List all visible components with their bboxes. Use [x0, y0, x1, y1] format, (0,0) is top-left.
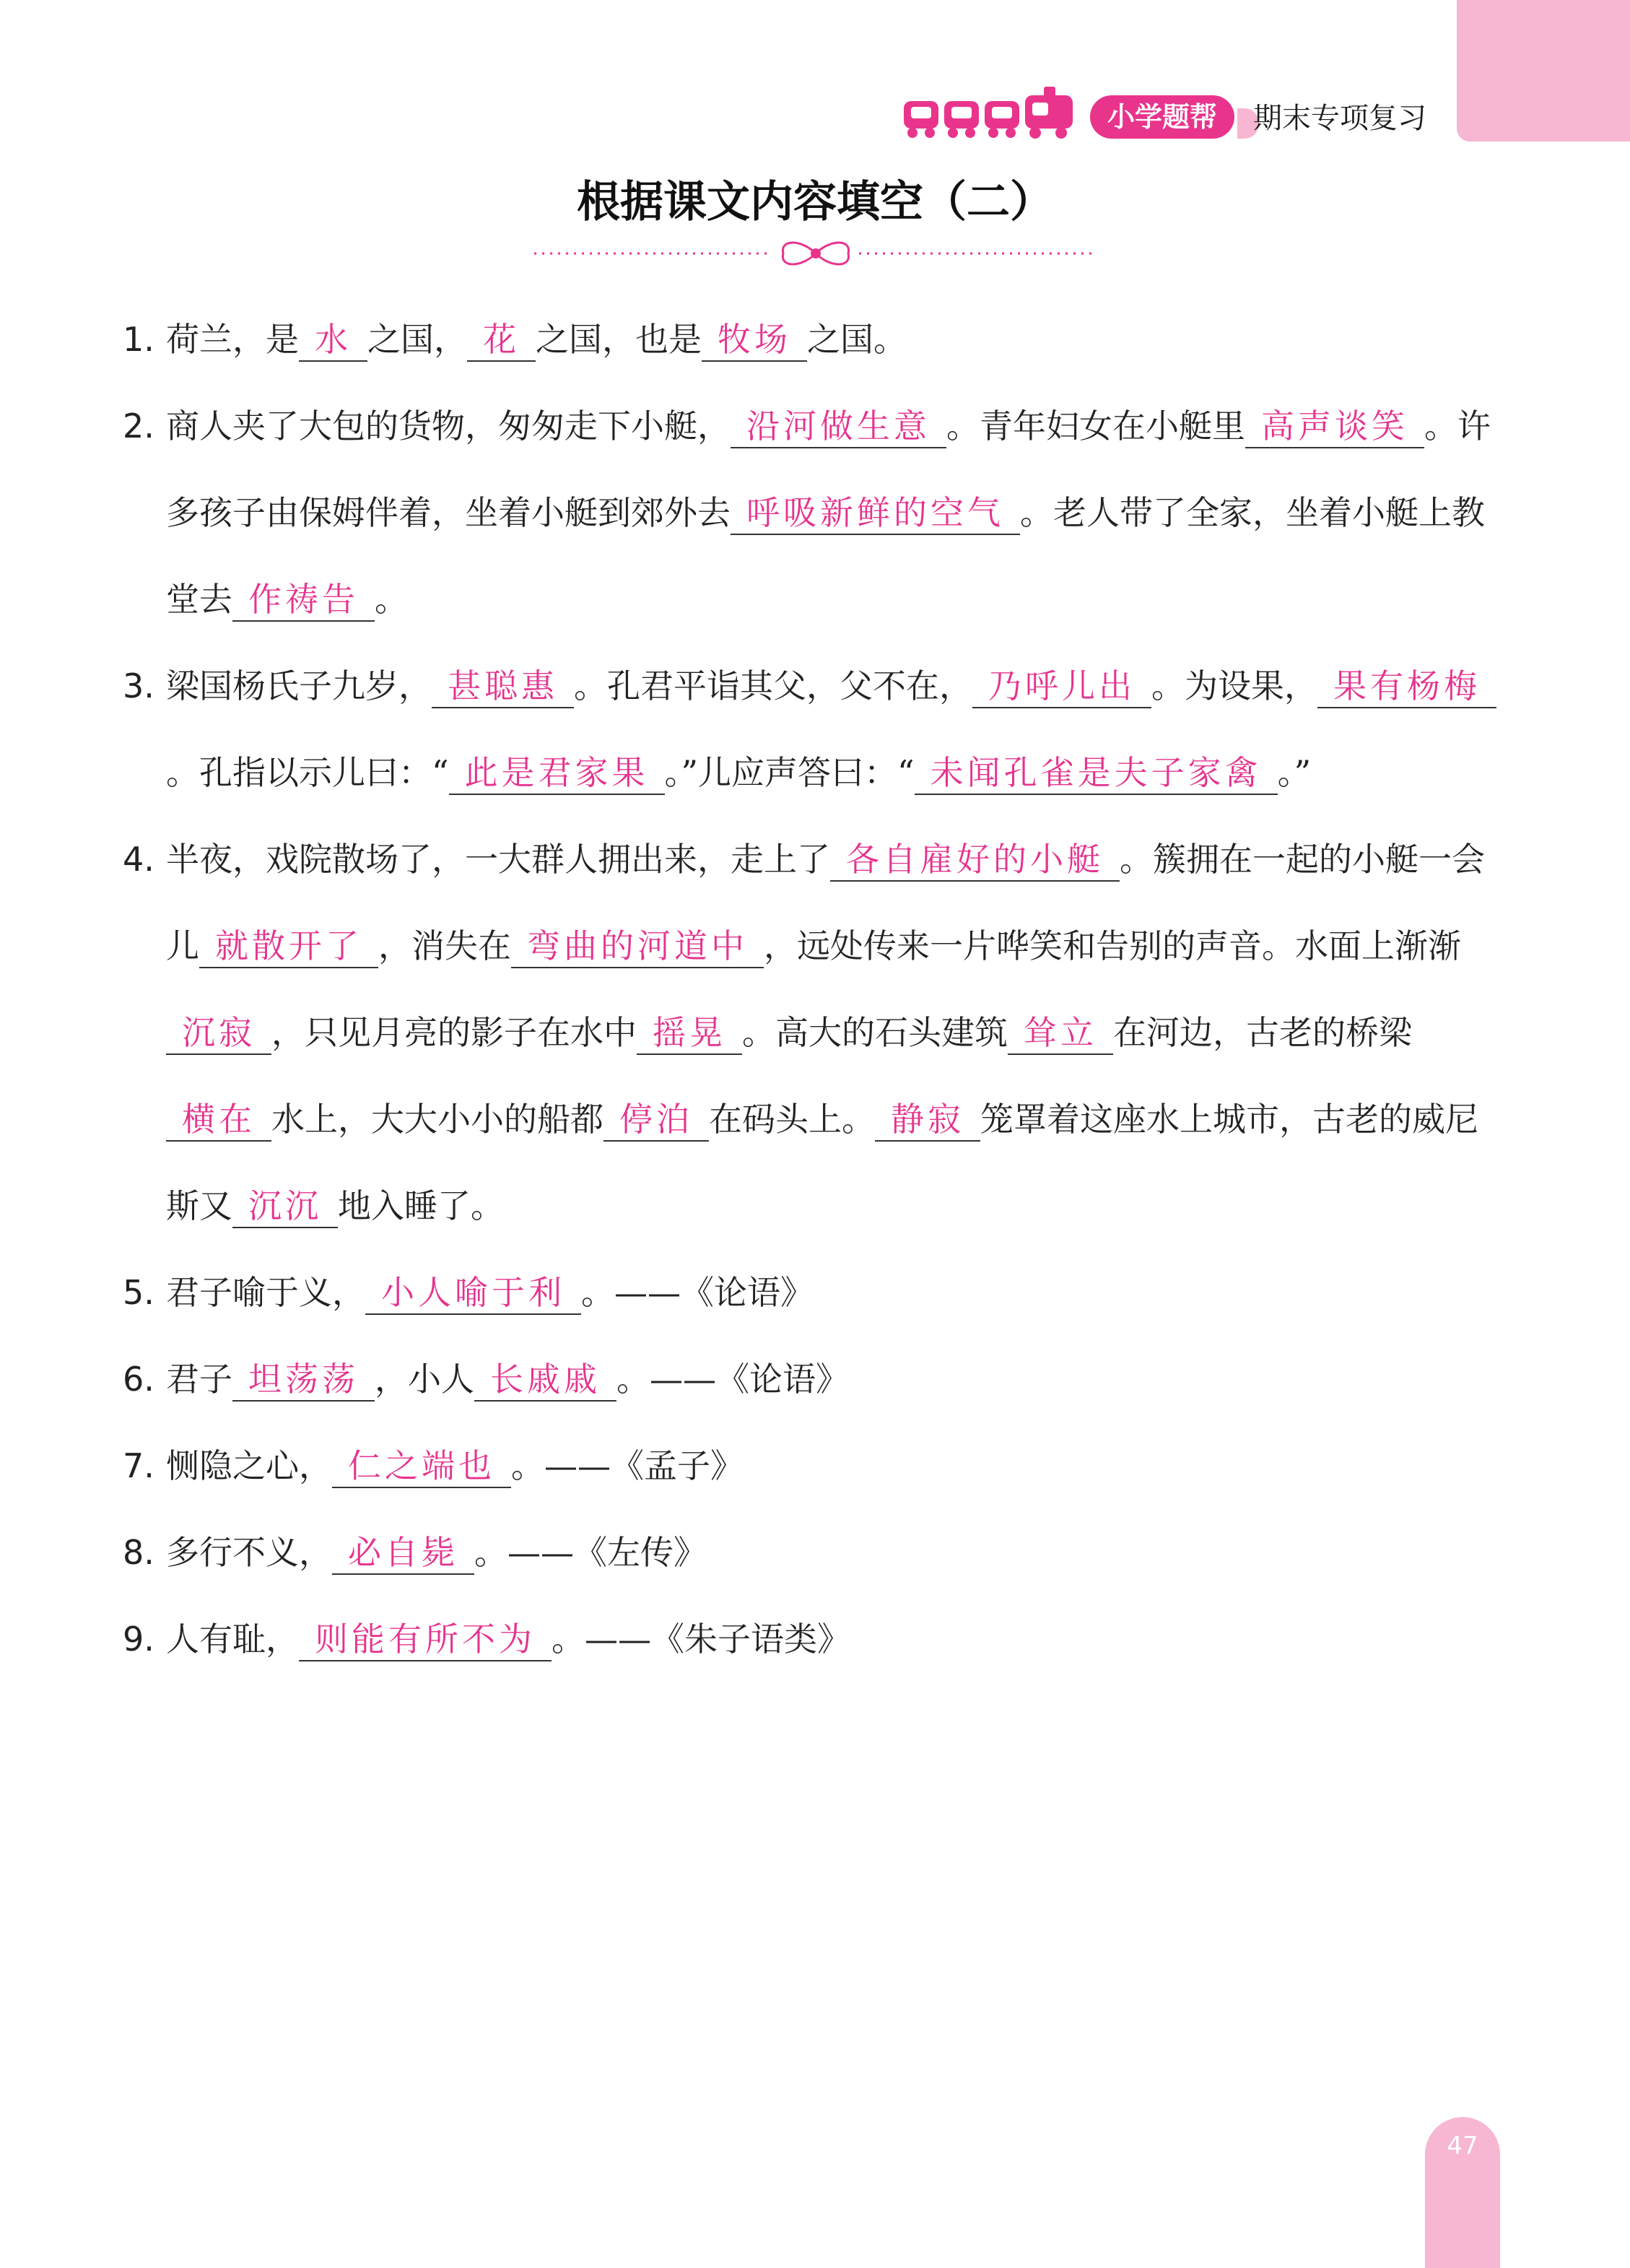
question-text: 之国。	[807, 320, 907, 359]
question-number: 7.	[123, 1446, 154, 1485]
question-number: 4.	[123, 840, 154, 879]
answer-blank[interactable]: 未闻孔雀是夫子家禽	[915, 752, 1278, 795]
question-item	[123, 383, 1502, 643]
question-list	[123, 296, 1502, 1682]
section-label: 期末专项复习	[1253, 102, 1426, 135]
corner-tab	[1457, 0, 1630, 142]
question-text: 商人夹了大包的货物，匆匆走下小艇，	[166, 407, 731, 446]
question-text: 地入睡了。	[338, 1186, 504, 1225]
question-number: 2.	[123, 407, 154, 446]
brand-badge: 小学题帮	[1090, 95, 1234, 139]
question-text: 多行不义，	[166, 1533, 332, 1572]
question-text: 梁国杨氏子九岁，	[166, 666, 432, 705]
question-text: 在河边，古老的桥梁	[1113, 1013, 1412, 1052]
question-text: 半夜，戏院散场了，一大群人拥出来，走上了	[166, 840, 830, 879]
question-text: 在码头上。	[709, 1100, 875, 1139]
question-text: 。老人带了全家，坐着小艇上教堂去	[166, 493, 1485, 619]
answer-blank[interactable]: 停泊	[603, 1098, 709, 1142]
question-item	[123, 1249, 1502, 1336]
question-number: 5.	[123, 1273, 154, 1312]
question-text: 。——《朱子语类》	[552, 1620, 850, 1659]
question-item	[123, 1509, 1502, 1596]
question-number: 6.	[123, 1360, 154, 1399]
answer-blank[interactable]: 必自毙	[332, 1531, 474, 1575]
question-item	[123, 643, 1502, 816]
question-item	[123, 1336, 1502, 1422]
question-text: 。许多孩子由保姆伴着，坐着小艇到郊外去	[166, 407, 1491, 532]
question-text: 。”儿应声答曰：“	[664, 753, 915, 792]
page-number: 47	[1447, 2132, 1478, 2160]
question-item	[123, 1422, 1502, 1509]
question-text: 水上，大大小小的船都	[271, 1100, 603, 1139]
question-number: 9.	[123, 1620, 154, 1659]
question-text: 之国，	[367, 320, 467, 359]
question-text: 之国，也是	[536, 320, 702, 359]
question-text: 。孔君平诣其父，父不在，	[574, 666, 972, 705]
answer-blank[interactable]: 花	[467, 318, 536, 362]
question-text: 。为设果，	[1151, 666, 1317, 705]
answer-blank[interactable]: 此是君家果	[449, 752, 665, 795]
answer-blank[interactable]: 仁之端也	[332, 1445, 511, 1488]
answer-blank[interactable]: 各自雇好的小艇	[830, 838, 1120, 882]
question-text: 。	[375, 580, 408, 619]
question-text: 。”	[1277, 753, 1312, 792]
question-number: 1.	[123, 320, 154, 359]
question-text: ，消失在	[378, 926, 511, 965]
question-text: 。簇拥在一起的小艇一会儿	[166, 840, 1485, 965]
question-number: 8.	[123, 1533, 154, 1572]
answer-blank[interactable]: 果有杨梅	[1317, 665, 1496, 708]
answer-blank[interactable]: 小人喻于利	[365, 1272, 581, 1315]
answer-blank[interactable]: 沉寂	[166, 1012, 271, 1055]
answer-blank[interactable]: 横在	[166, 1098, 271, 1142]
question-text: 。孔指以示儿曰：“	[166, 753, 449, 792]
answer-blank[interactable]: 则能有所不为	[299, 1618, 552, 1661]
question-text: 君子喻于义，	[166, 1273, 365, 1312]
question-item	[123, 296, 1502, 383]
question-text: ，远处传来一片哗笑和告别的声音。水面上渐渐	[764, 926, 1461, 965]
question-text: 人有耻，	[166, 1620, 299, 1659]
question-text: 笼罩着这座水上城市，古老的威尼斯又	[166, 1100, 1478, 1225]
question-text: 。青年妇女在小艇里	[946, 407, 1245, 446]
answer-blank[interactable]: 耸立	[1008, 1012, 1113, 1055]
question-text: 。高大的石头建筑	[742, 1013, 1008, 1052]
answer-blank[interactable]: 作祷告	[232, 578, 375, 622]
question-text: ，只见月亮的影子在水中	[271, 1013, 637, 1052]
answer-blank[interactable]: 乃呼儿出	[972, 665, 1151, 708]
question-text: 。——《左传》	[474, 1533, 707, 1572]
answer-blank[interactable]: 长戚戚	[474, 1358, 616, 1402]
question-text: 恻隐之心，	[166, 1446, 332, 1485]
question-number: 3.	[123, 666, 154, 705]
answer-blank[interactable]: 静寂	[875, 1098, 980, 1142]
question-item	[123, 1596, 1502, 1682]
answer-blank[interactable]: 牧场	[702, 318, 807, 362]
answer-blank[interactable]: 呼吸新鲜的空气	[731, 492, 1020, 535]
question-text: ，小人	[375, 1360, 474, 1399]
question-text: 君子	[166, 1360, 232, 1399]
question-text: 。——《论语》	[616, 1360, 849, 1399]
question-item	[123, 816, 1502, 1249]
train-icon	[901, 85, 1081, 143]
answer-blank[interactable]: 高声谈笑	[1245, 405, 1424, 448]
answer-blank[interactable]: 沿河做生意	[731, 405, 946, 448]
page-number-tab	[1425, 2117, 1500, 2268]
question-text: 。——《孟子》	[511, 1446, 744, 1485]
answer-blank[interactable]: 甚聪惠	[432, 665, 574, 708]
page-title: 根据课文内容填空（二）	[577, 177, 1053, 227]
question-text: 。——《论语》	[581, 1273, 814, 1312]
answer-blank[interactable]: 摇晃	[637, 1012, 742, 1055]
answer-blank[interactable]: 坦荡荡	[232, 1358, 375, 1402]
answer-blank[interactable]: 水	[299, 318, 367, 362]
question-text: 荷兰，是	[166, 320, 299, 359]
answer-blank[interactable]: 沉沉	[232, 1185, 338, 1228]
answer-blank[interactable]: 就散开了	[199, 925, 378, 968]
bow-divider-icon	[534, 235, 1097, 271]
answer-blank[interactable]: 弯曲的河道中	[511, 925, 764, 968]
